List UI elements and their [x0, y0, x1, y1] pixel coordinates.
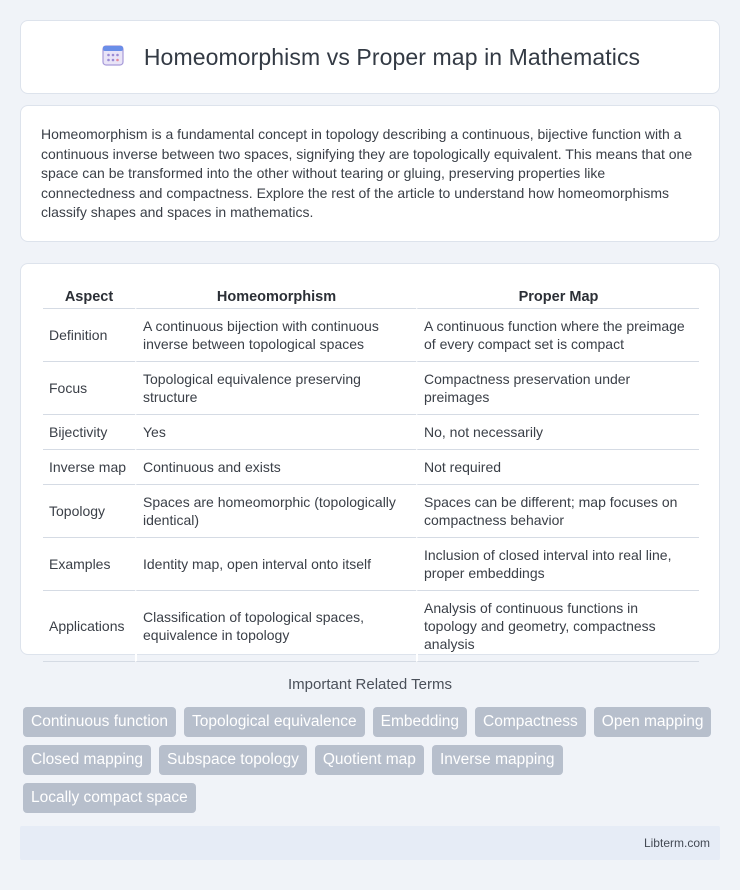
row-homeomorphism: Identity map, open interval onto itself: [135, 538, 416, 591]
row-aspect: Examples: [43, 538, 135, 591]
table-row: [43, 362, 699, 415]
table-header-row: [43, 286, 699, 309]
table-row: [43, 591, 699, 662]
row-aspect: Definition: [43, 309, 135, 362]
row-proper-map: No, not necessarily: [416, 415, 699, 450]
row-aspect: Inverse map: [43, 450, 135, 485]
related-term-tag[interactable]: Locally compact space: [23, 783, 196, 813]
related-term-tag[interactable]: Subspace topology: [159, 745, 307, 775]
row-proper-map: Inclusion of closed interval into real line, proper embeddings: [416, 538, 699, 591]
header-card: [20, 20, 720, 94]
row-aspect: Bijectivity: [43, 415, 135, 450]
row-homeomorphism: Topological equivalence preserving structure: [135, 362, 416, 415]
header-aspect: Aspect: [43, 286, 135, 309]
related-term-tag[interactable]: Open mapping: [594, 707, 712, 737]
row-proper-map: Analysis of continuous functions in topology and geometry, compactness analysis: [416, 591, 699, 662]
comparison-table: [43, 286, 699, 662]
comparison-card: [20, 263, 720, 655]
related-term-tag[interactable]: Inverse mapping: [432, 745, 563, 775]
row-homeomorphism: Yes: [135, 415, 416, 450]
row-proper-map: Not required: [416, 450, 699, 485]
related-term-tag[interactable]: Embedding: [373, 707, 467, 737]
table-row: [43, 485, 699, 538]
footer: [20, 826, 720, 860]
row-aspect: Applications: [43, 591, 135, 662]
intro-card: [20, 105, 720, 242]
related-terms-heading: Important Related Terms: [288, 676, 452, 693]
row-homeomorphism: Continuous and exists: [135, 450, 416, 485]
footer-site-link[interactable]: Libterm.com: [643, 836, 710, 850]
table-row: [43, 450, 699, 485]
header-proper-map: Proper Map: [416, 286, 699, 309]
page-title: Homeomorphism vs Proper map in Mathematics: [143, 43, 641, 70]
related-term-tag[interactable]: Closed mapping: [23, 745, 151, 775]
table-row: [43, 309, 699, 362]
related-term-tag[interactable]: Continuous function: [23, 707, 176, 737]
table-row: [43, 415, 699, 450]
row-aspect: Topology: [43, 485, 135, 538]
calendar-icon: [100, 42, 126, 73]
related-term-tag[interactable]: Compactness: [475, 707, 586, 737]
related-term-tag[interactable]: Quotient map: [315, 745, 424, 775]
row-homeomorphism: Spaces are homeomorphic (topologically identical): [135, 485, 416, 538]
row-aspect: Focus: [43, 362, 135, 415]
table-row: [43, 538, 699, 591]
related-term-tag[interactable]: Topological equivalence: [184, 707, 365, 737]
row-homeomorphism: A continuous bijection with continuous inverse between topological spaces: [135, 309, 416, 362]
row-proper-map: Spaces can be different; map focuses on compactness behavior: [416, 485, 699, 538]
row-proper-map: Compactness preservation under preimages: [416, 362, 699, 415]
header-homeomorphism: Homeomorphism: [135, 286, 416, 309]
related-terms-list: [23, 707, 723, 813]
intro-paragraph: Homeomorphism is a fundamental concept in topology describing a continuous, bijective function with a continuous inverse between two spaces, signifying they are topologically equivalent. This means that one space can be transformed into the other without tearing or gluing, preserving properties like connectedness and compactness. Explore the rest of the article to understand how homeomorphisms classify shapes and spaces in mathematics.: [41, 126, 693, 221]
row-homeomorphism: Classification of topological spaces, equivalence in topology: [135, 591, 416, 662]
row-proper-map: A continuous function where the preimage of every compact set is compact: [416, 309, 699, 362]
